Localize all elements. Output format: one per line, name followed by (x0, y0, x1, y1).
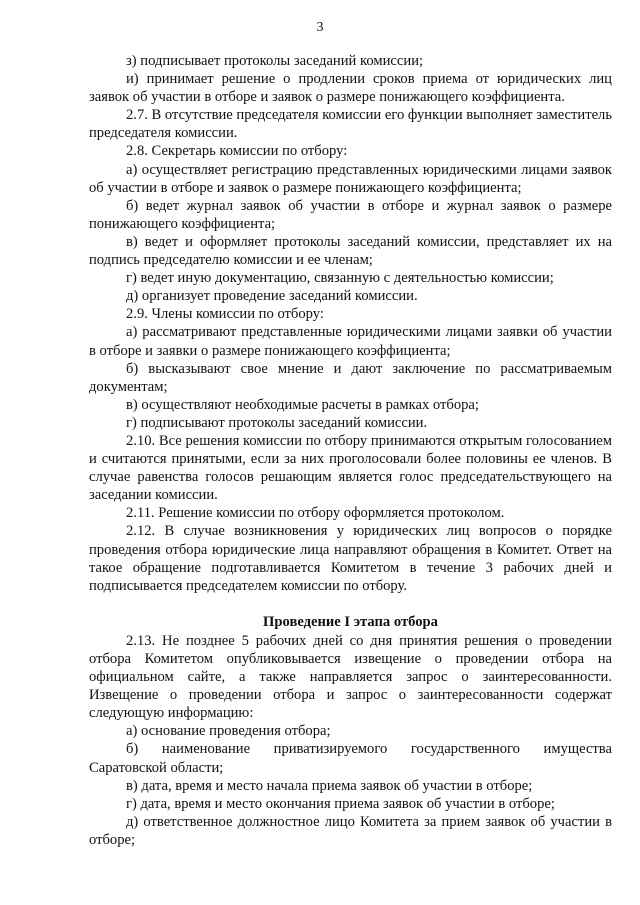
section-paragraph: 2.13. Не позднее 5 рабочих дней со дня принятия решения о проведении отбора Комитетом опубликовывается извещение о проведении отбора на официальном сайте, а также направляется запрос о заинтересованности. Извещение о проведении отбора и запрос о заинтересованности содержат следующую информацию: (89, 632, 612, 722)
paragraph: 2.9. Члены комиссии по отбору: (126, 306, 324, 323)
paragraph: 2.12. В случае возникновения у юридических лиц вопросов о порядке проведения отбора юридические лица направляют обращения в Комитет. Ответ на такое обращение подготавливается Комитетом в течение 3 рабочих дней и подписывается председателем комиссии по отбору. (89, 523, 612, 594)
page-number: 3 (316, 20, 324, 35)
section-paragraph: а) основание проведения отбора; (126, 723, 331, 740)
paragraph: и) принимает решение о продлении сроков приема от юридических лиц заявок об участии в отборе и заявок о размере понижающего коэффициента. (89, 71, 612, 106)
section-paragraph: б) наименование приватизируемого государственного имущества Саратовской области; (89, 741, 612, 776)
paragraph: а) рассматривают представленные юридическими лицами заявки об участии в отборе и заявки о размере понижающего коэффициента; (89, 324, 612, 359)
paragraph: г) подписывают протоколы заседаний комиссии. (126, 414, 428, 431)
paragraph: г) ведет иную документацию, связанную с деятельностью комиссии; (126, 270, 554, 287)
paragraph: з) подписывает протоколы заседаний комиссии; (126, 53, 424, 69)
paragraph: б) высказывают свое мнение и дают заключение по рассматриваемым документам; (89, 360, 612, 395)
paragraph: б) ведет журнал заявок об участии в отборе и журнал заявок о размере понижающего коэффициента; (89, 197, 612, 232)
paragraph: 2.8. Секретарь комиссии по отбору: (126, 143, 348, 160)
paragraph: а) осуществляет регистрацию представленных юридическими лицами заявок об участии в отборе и заявок о размере понижающего коэффициента; (89, 161, 612, 196)
paragraph: 2.7. В отсутствие председателя комиссии его функции выполняет заместитель председателя комиссии. (89, 107, 612, 142)
paragraph: д) организует проведение заседаний комиссии. (126, 288, 418, 305)
section-paragraph: г) дата, время и место окончания приема заявок об участии в отборе; (126, 795, 555, 812)
section-heading: Проведение I этапа отбора (263, 613, 438, 630)
section-paragraph: в) дата, время и место начала приема заявок об участии в отборе; (126, 777, 533, 794)
paragraph: в) осуществляют необходимые расчеты в рамках отбора; (126, 396, 479, 413)
paragraph: 2.10. Все решения комиссии по отбору принимаются открытым голосованием и считаются принятыми, если за них проголосовали более половины ее членов. В случае равенства голосов решающим является голос председательствующего на заседании комиссии. (89, 432, 612, 504)
paragraph: 2.11. Решение комиссии по отбору оформляется протоколом. (126, 505, 505, 522)
paragraph: в) ведет и оформляет протоколы заседаний комиссии, представляет их на подпись председателю комиссии и ее членам; (89, 233, 612, 269)
document-body (89, 52, 612, 849)
section-paragraph: д) ответственное должностное лицо Комитета за прием заявок об участии в отборе; (89, 813, 612, 848)
